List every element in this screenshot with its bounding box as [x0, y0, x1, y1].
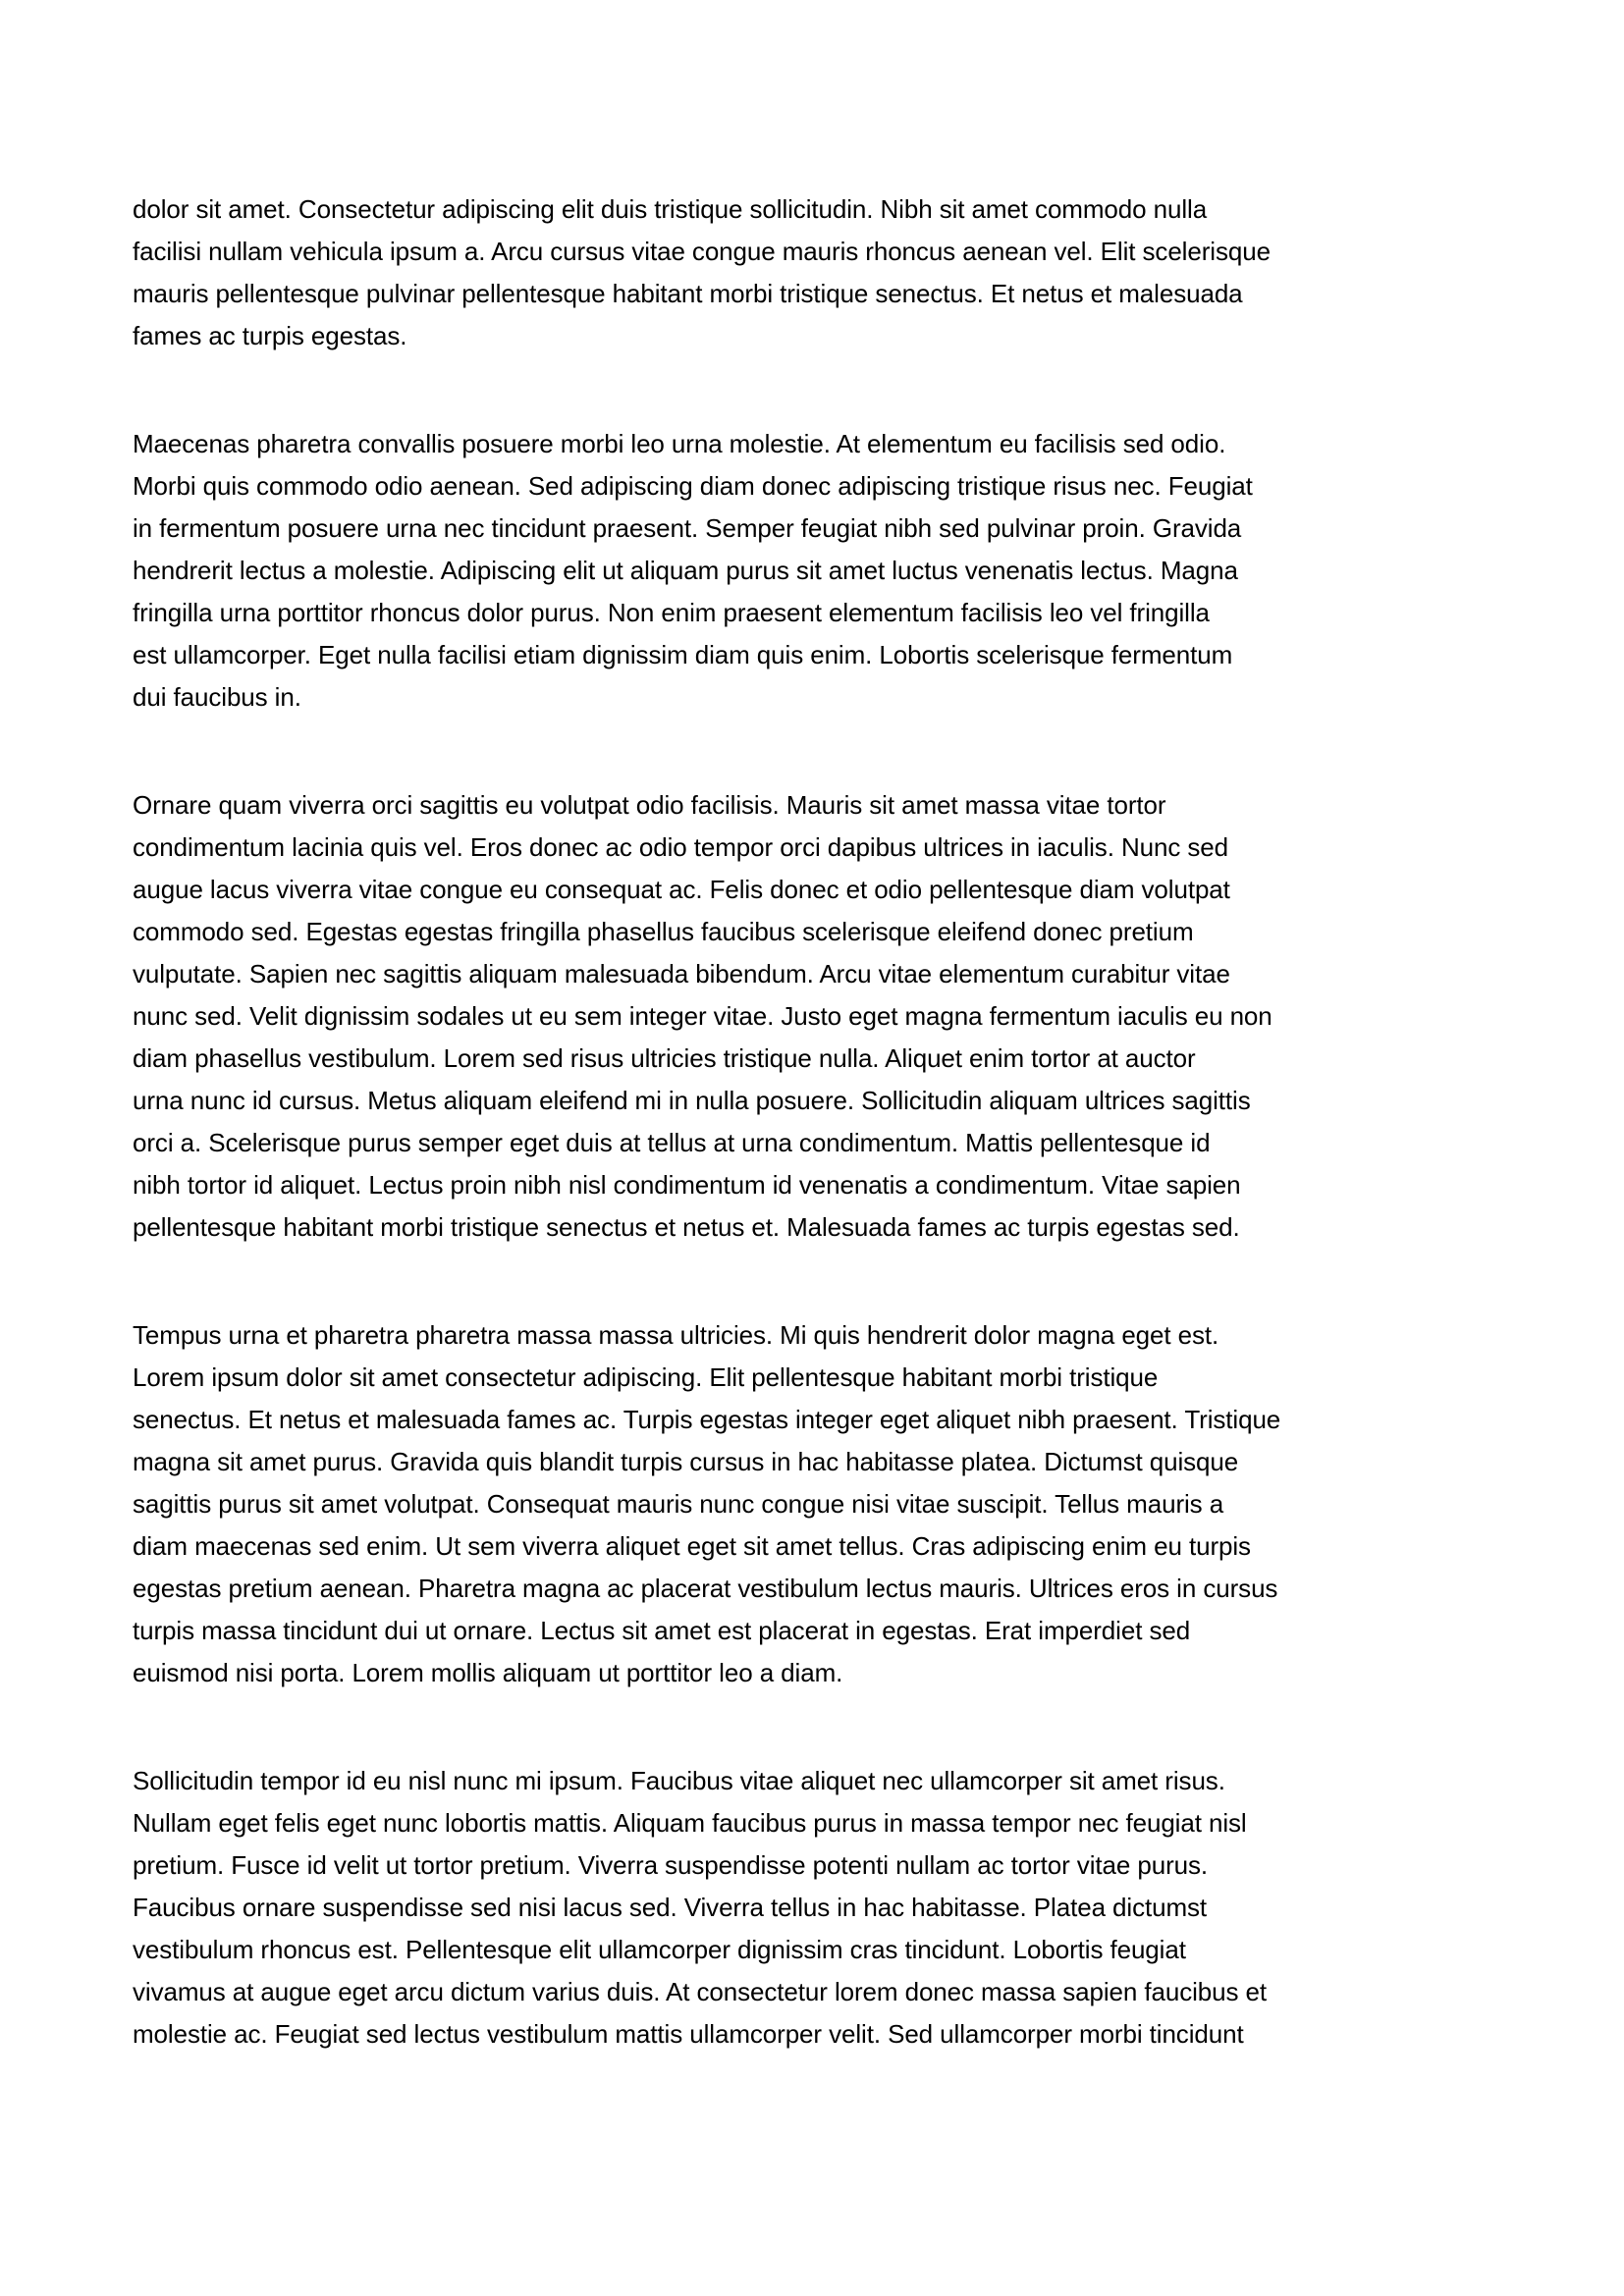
- text-line: fames ac turpis egestas.: [133, 321, 407, 350]
- text-line: vulputate. Sapien nec sagittis aliquam malesuada bibendum. Arcu vitae elementum curabitur vitae: [133, 959, 1230, 988]
- text-line: est ullamcorper. Eget nulla facilisi etiam dignissim diam quis enim. Lobortis scelerisque fermentum: [133, 640, 1233, 669]
- text-line: senectus. Et netus et malesuada fames ac. Turpis egestas integer eget aliquet nibh praesent. Tristique: [133, 1405, 1281, 1434]
- paragraph: [133, 1314, 1499, 1694]
- text-line: facilisi nullam vehicula ipsum a. Arcu cursus vitae congue mauris rhoncus aenean vel. Elit scelerisque: [133, 237, 1271, 266]
- text-line: urna nunc id cursus. Metus aliquam eleifend mi in nulla posuere. Sollicitudin aliquam ultrices sagittis: [133, 1086, 1251, 1115]
- text-line: augue lacus viverra vitae congue eu consequat ac. Felis donec et odio pellentesque diam volutpat: [133, 875, 1230, 904]
- text-line: vivamus at augue eget arcu dictum varius duis. At consectetur lorem donec massa sapien faucibus et: [133, 1977, 1268, 2006]
- text-line: Maecenas pharetra convallis posuere morbi leo urna molestie. At elementum eu facilisis sed odio.: [133, 429, 1226, 458]
- text-line: orci a. Scelerisque purus semper eget duis at tellus at urna condimentum. Mattis pellentesque id: [133, 1128, 1211, 1157]
- text-line: Morbi quis commodo odio aenean. Sed adipiscing diam donec adipiscing tristique risus nec. Feugiat: [133, 471, 1253, 501]
- text-line: sagittis purus sit amet volutpat. Consequat mauris nunc congue nisi vitae suscipit. Tellus mauris a: [133, 1489, 1224, 1519]
- text-line: commodo sed. Egestas egestas fringilla phasellus faucibus scelerisque eleifend donec pretium: [133, 917, 1194, 946]
- text-line: Lorem ipsum dolor sit amet consectetur adipiscing. Elit pellentesque habitant morbi tristique: [133, 1362, 1159, 1392]
- text-line: mauris pellentesque pulvinar pellentesque habitant morbi tristique senectus. Et netus et malesuada: [133, 279, 1243, 308]
- text-line: magna sit amet purus. Gravida quis blandit turpis cursus in hac habitasse platea. Dictumst quisque: [133, 1447, 1239, 1476]
- text-line: in fermentum posuere urna nec tincidunt praesent. Semper feugiat nibh sed pulvinar proin. Gravida: [133, 513, 1242, 543]
- text-line: Ornare quam viverra orci sagittis eu volutpat odio facilisis. Mauris sit amet massa vitae tortor: [133, 790, 1166, 820]
- text-line: vestibulum rhoncus est. Pellentesque elit ullamcorper dignissim cras tincidunt. Lobortis feugiat: [133, 1935, 1186, 1964]
- text-line: diam maecenas sed enim. Ut sem viverra aliquet eget sit amet tellus. Cras adipiscing enim eu turpis: [133, 1531, 1251, 1561]
- text-line: pretium. Fusce id velit ut tortor pretium. Viverra suspendisse potenti nullam ac tortor vitae purus.: [133, 1850, 1209, 1880]
- text-line: nibh tortor id aliquet. Lectus proin nibh nisl condimentum id venenatis a condimentum. Vitae sapien: [133, 1170, 1241, 1200]
- text-line: dolor sit amet. Consectetur adipiscing elit duis tristique sollicitudin. Nibh sit amet commodo nulla: [133, 194, 1208, 224]
- text-line: euismod nisi porta. Lorem mollis aliquam ut porttitor leo a diam.: [133, 1658, 843, 1687]
- text-line: turpis massa tincidunt dui ut ornare. Lectus sit amet est placerat in egestas. Erat imperdiet sed: [133, 1616, 1191, 1645]
- text-line: pellentesque habitant morbi tristique senectus et netus et. Malesuada fames ac turpis egestas sed.: [133, 1212, 1240, 1242]
- text-line: hendrerit lectus a molestie. Adipiscing elit ut aliquam purus sit amet luctus venenatis lectus. Magna: [133, 556, 1238, 585]
- text-line: dui faucibus in.: [133, 682, 301, 712]
- paragraph: [133, 1760, 1499, 2056]
- paragraph: [133, 188, 1499, 357]
- paragraph: [133, 423, 1499, 719]
- paragraph: [133, 784, 1499, 1249]
- text-line: egestas pretium aenean. Pharetra magna ac placerat vestibulum lectus mauris. Ultrices eros in cursus: [133, 1574, 1278, 1603]
- text-line: fringilla urna porttitor rhoncus dolor purus. Non enim praesent elementum facilisis leo vel fringilla: [133, 598, 1210, 627]
- text-line: nunc sed. Velit dignissim sodales ut eu sem integer vitae. Justo eget magna fermentum iaculis eu non: [133, 1001, 1272, 1031]
- text-line: Sollicitudin tempor id eu nisl nunc mi ipsum. Faucibus vitae aliquet nec ullamcorper sit amet risus.: [133, 1766, 1225, 1795]
- text-line: diam phasellus vestibulum. Lorem sed risus ultricies tristique nulla. Aliquet enim tortor at auctor: [133, 1043, 1196, 1073]
- text-line: Tempus urna et pharetra pharetra massa massa ultricies. Mi quis hendrerit dolor magna eget est.: [133, 1320, 1219, 1350]
- document-text-content: [133, 188, 1499, 2056]
- text-line: molestie ac. Feugiat sed lectus vestibulum mattis ullamcorper velit. Sed ullamcorper morbi tincidunt: [133, 2019, 1244, 2049]
- text-line: Nullam eget felis eget nunc lobortis mattis. Aliquam faucibus purus in massa tempor nec feugiat nisl: [133, 1808, 1247, 1838]
- text-line: Faucibus ornare suspendisse sed nisi lacus sed. Viverra tellus in hac habitasse. Platea dictumst: [133, 1893, 1208, 1922]
- text-line: condimentum lacinia quis vel. Eros donec ac odio tempor orci dapibus ultrices in iaculis. Nunc sed: [133, 832, 1228, 862]
